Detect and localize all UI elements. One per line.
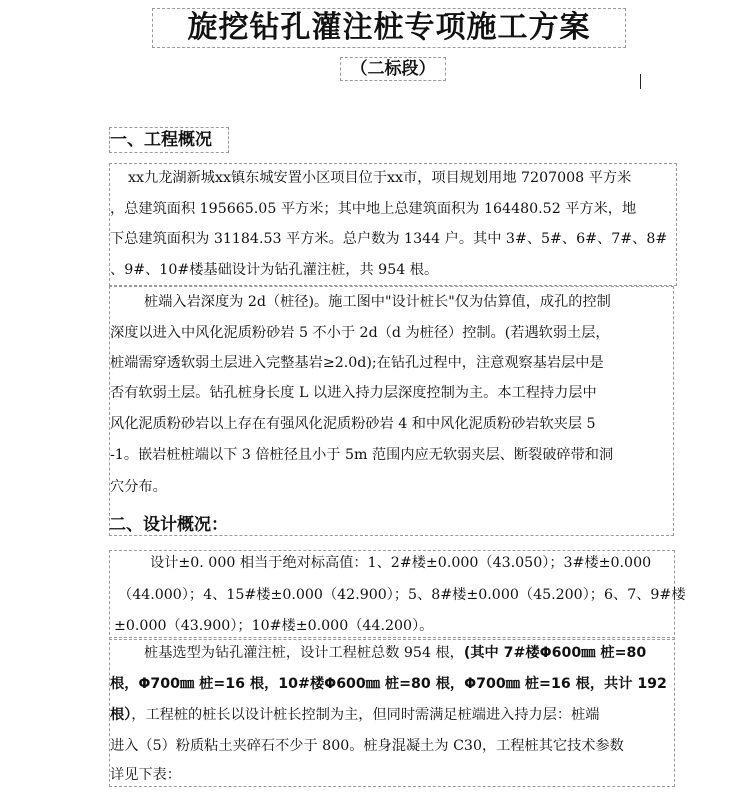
paragraph-text: ，工程桩的桩长以设计桩长控制为主，但同时需满足桩端进入持力层：桩端 <box>131 707 600 723</box>
paragraph-line: 否有软弱土层。钻孔桩身长度 L 以进入持力层深度控制为主。本工程持力层中 <box>110 385 597 401</box>
paragraph-line: ±0.000（43.900）；10#楼±0.000（44.200）。 <box>114 618 434 634</box>
document-subtitle: （二标段） <box>340 57 446 81</box>
paragraph-bold-line: 根，Φ700㎜ 桩=16 根，10#楼Φ600㎜ 桩=80 根，Φ700㎜ 桩=16 根，共计 192 <box>110 676 667 692</box>
paragraph-line: 、9#、10#楼基础设计为钻孔灌注桩，共 954 根。 <box>110 262 439 278</box>
paragraph-line: 桩端入岩深度为 2d（桩径)。施工图中"设计桩长"仅为估算值，成孔的控制 <box>144 294 611 310</box>
paragraph-line: 深度以进入中风化泥质粉砂岩 5 不小于 2d（d 为桩径）控制。(若遇软弱土层， <box>110 325 610 341</box>
paragraph-line: （44.000）；4、15#楼±0.000（42.900）；5、8#楼±0.000（45.200）；6、7、9#楼 <box>118 587 686 603</box>
section-2-heading: 二、设计概况： <box>109 515 228 535</box>
paragraph-bold-text: 根） <box>110 707 132 723</box>
paragraph-line <box>144 640 646 666</box>
paragraph-line: xx九龙湖新城xx镇东城安置小区项目位于xx市，项目规划用地 7207008 平方米 <box>128 170 632 186</box>
paragraph-text: 桩基选型为钻孔灌注桩，设计工程桩总数 954 根， <box>144 645 464 661</box>
paragraph-line: -1。嵌岩桩桩端以下 3 倍桩径且小于 5m 范围内应无软弱夹层、断裂破碎带和洞 <box>110 447 614 463</box>
paragraph-line: 下总建筑面积为 31184.53 平方米。总户数为 1344 户。其中 3#、5#、6#、7#、8# <box>110 231 668 247</box>
section-2-paragraph-1[interactable] <box>109 550 686 640</box>
paragraph-line: 风化泥质粉砂岩以上存在有强风化泥质粉砂岩 4 和中风化泥质粉砂岩软夹层 5 <box>110 416 596 432</box>
paragraph-line: 设计±0. 000 相当于绝对标高值：1、2#楼±0.000（43.050）；3#楼±0.000 <box>150 555 652 571</box>
paragraph-line: 进入（5）粉质粘土夹碎石不少于 800。桩身混凝土为 C30，工程桩其它技术参数 <box>110 738 624 754</box>
document-title: 旋挖钻孔灌注桩专项施工方案 <box>152 8 626 48</box>
paragraph-bold-text: (其中 7#楼Φ600㎜ 桩=80 <box>463 645 647 661</box>
text-cursor <box>640 74 641 89</box>
paragraph-line: 详见下表： <box>110 767 181 783</box>
paragraph-line <box>110 702 599 728</box>
section-1-paragraph-2[interactable] <box>109 286 674 536</box>
paragraph-line: ，总建筑面积 195665.05 平方米；其中地上总建筑面积为 164480.52 平方米，地 <box>110 201 637 217</box>
paragraph-line: 穴分布。 <box>110 479 167 495</box>
section-2-paragraph-2[interactable] <box>109 637 675 787</box>
section-1-heading: 一、工程概况 <box>109 127 229 153</box>
section-1-paragraph-1[interactable] <box>109 163 677 286</box>
paragraph-line: 桩端需穿透软弱土层进入完整基岩≥2.0d);在钻孔过程中，注意观察基岩层中是 <box>110 355 604 371</box>
